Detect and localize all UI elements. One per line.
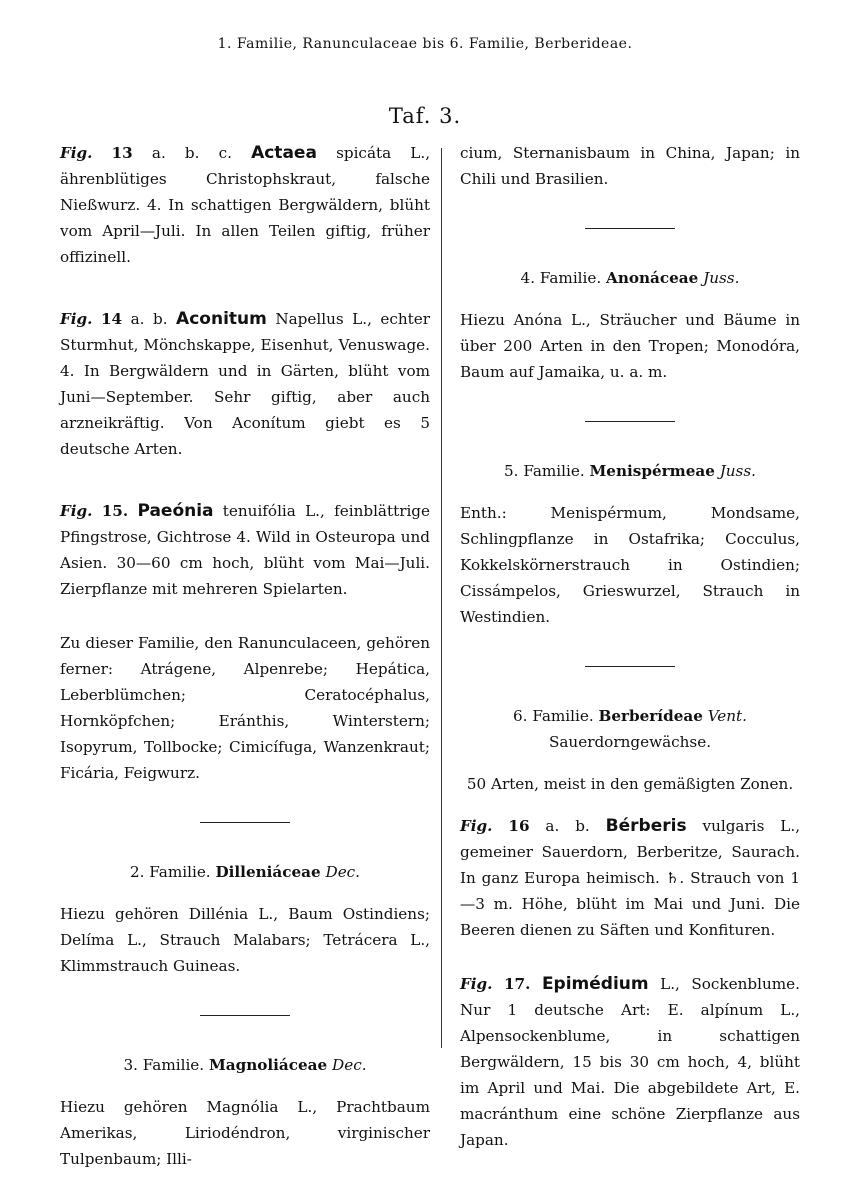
genus-name: Epimédium (541, 974, 649, 994)
column-divider (441, 148, 442, 1048)
fig-parts: a. b. (130, 310, 168, 328)
fig-number: 15. (101, 502, 129, 520)
fig-label: Fig. (460, 975, 493, 993)
fig-description: spicáta L., ährenblütiges Christophskraut, falsche Nießwurz. 4. In schattigen Bergwäldern, blüht vom April—Juli. In allen Teilen giftig, früher offizinell. (60, 144, 431, 266)
family-author: Dec. (332, 1056, 367, 1074)
family-4-heading (460, 265, 800, 291)
fig-label: Fig. (460, 817, 493, 835)
family-author: Dec. (325, 863, 361, 881)
fig-number: 14 (100, 310, 123, 328)
fig-description: L., Sockenblume. Nur 1 deutsche Art: E. alpínum L., Alpensockenblume, in schattigen Bergwäldern, 15 bis 30 cm hoch, 4, blüht im April und Mai. Die abgebildete Art, E. macránthum eine schöne Zierpflanze aus Japan. (460, 975, 800, 1149)
family-name: Dilleniáceae (215, 863, 321, 881)
family-2-heading (60, 859, 430, 885)
family-6-count: 50 Arten, meist in den gemäßigten Zonen. (466, 775, 794, 793)
family-5-text: Enth.: Menispérmum, Mondsame, Schlingpflanze in Ostafrika; Cocculus, Kokkelskörnerstrauch in Ostindien; Cissámpelos, Grieswurzel, Strauch in Westindien. (460, 504, 800, 626)
fig14-entry (60, 306, 430, 462)
fig-number: 17. (503, 975, 531, 993)
fig17-entry (460, 971, 800, 1153)
running-head: 1. Familie, Ranunculaceae bis 6. Familie, Berberideae. (217, 36, 633, 52)
fig-description: vulgaris L., gemeiner Sauerdorn, Berberitze, Saurach. In ganz Europa heimisch. ♄. Strauch von 1—3 m. Höhe, blüht im Mai und Juni. Die Beeren dienen zu Säften und Konfituren. (460, 817, 801, 939)
family-author: Juss. (703, 269, 740, 287)
right-column (460, 140, 800, 1153)
fig-label: Fig. (60, 144, 93, 162)
family-5-heading (460, 458, 800, 484)
family-number: 6. Familie. (513, 707, 594, 725)
fig-description: tenuifólia L., feinblättrige Pfingstrose, Gichtrose 4. Wild in Osteuropa und Asien. 30—60 cm hoch, blüht vom Mai—Juli. Zierpflanze mit mehreren Spielarten. (60, 502, 431, 598)
fig-number: 13 (111, 144, 133, 162)
family-6-subtitle: Sauerdorngewächse. (548, 733, 712, 751)
family-number: 2. Familie. (129, 863, 211, 881)
family-number: 3. Familie. (123, 1056, 205, 1074)
fig15-entry (60, 498, 430, 602)
plate-title: Taf. 3. (388, 104, 462, 128)
genus-name: Paeónia (137, 501, 214, 521)
fig-label: Fig. (60, 502, 93, 520)
family-author: Vent. (707, 707, 747, 725)
genus-name: Bérberis (605, 816, 687, 836)
family-name: Berberídeae (598, 707, 703, 725)
family-3-heading (60, 1052, 430, 1078)
family-name: Anonáceae (606, 269, 699, 287)
continuation-text: cium, Sternanisbaum in China, Japan; in Chili und Brasilien. (460, 144, 800, 188)
fig-description: Napellus L., echter Sturmhut, Mönchskappe, Eisenhut, Venuswage. 4. In Bergwäldern und in Gärten, blüht vom Juni—September. Sehr giftig, aber auch arzneikräftig. Von Aconítum giebt es 5 deutsche Arten. (60, 310, 431, 458)
fig-label: Fig. (60, 310, 93, 328)
family-3-text: Hiezu gehören Magnólia L., Prachtbaum Amerikas, Liriodéndron, virginischer Tulpenbaum; Illi- (60, 1098, 430, 1168)
fig13-entry (60, 140, 430, 270)
family-name: Menispérmeae (589, 462, 715, 480)
ranunculaceae-note: Zu dieser Familie, den Ranunculaceen, gehören ferner: Atrágene, Alpenrebe; Hepática, Leberblümchen; Ceratocéphalus, Hornköpfchen; Eránthis, Winterstern; Isopyrum, Tollbocke; Cimicífuga, Wanzenkraut; Ficária, Feigwurz. (60, 634, 430, 782)
family-author: Juss. (719, 462, 756, 480)
fig-parts: a. b. (545, 817, 590, 835)
fig16-entry (460, 813, 800, 943)
family-number: 5. Familie. (504, 462, 585, 480)
fig-parts: a. b. c. (151, 144, 232, 162)
genus-name: Aconitum (176, 309, 267, 329)
fig-number: 16 (508, 817, 530, 835)
left-column (60, 140, 430, 1172)
family-6-heading (460, 703, 800, 729)
family-4-text: Hiezu Anóna L., Sträucher und Bäume in über 200 Arten in den Tropen; Monodóra, Baum auf Jamaika, u. a. m. (460, 311, 800, 381)
family-2-text: Hiezu gehören Dillénia L., Baum Ostindiens; Delíma L., Strauch Malabars; Tetrácera L., Klimmstrauch Guineas. (60, 905, 430, 975)
genus-name: Actaea (251, 143, 317, 163)
family-number: 4. Familie. (520, 269, 602, 287)
family-name: Magnoliáceae (208, 1056, 328, 1074)
